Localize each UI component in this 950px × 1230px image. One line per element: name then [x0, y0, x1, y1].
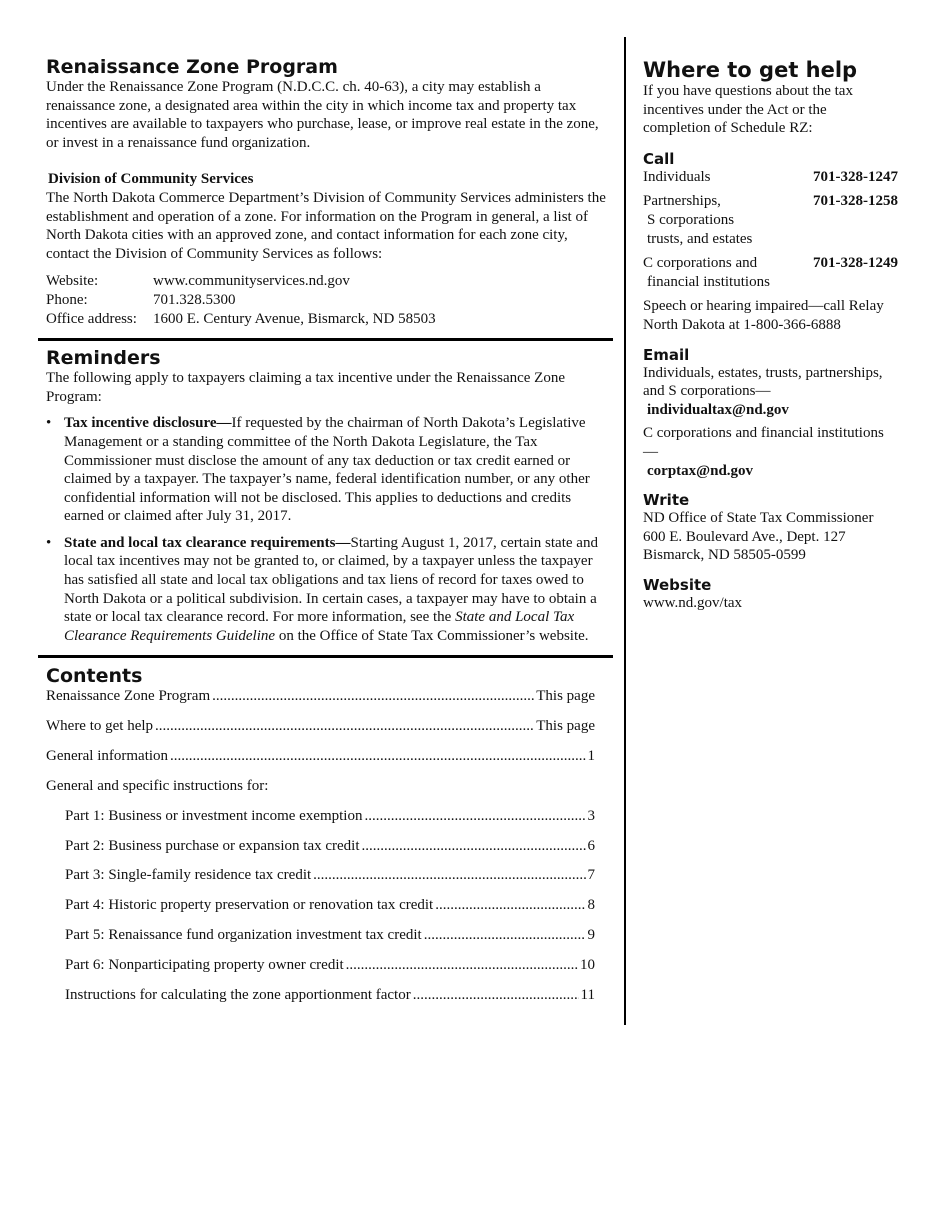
rz-program-section [38, 56, 613, 328]
address-line: 600 E. Boulevard Ave., Dept. 127 [643, 528, 846, 545]
relay-text: Speech or hearing impaired—call Relay North Dakota at 1-800-366-6888 [643, 298, 884, 333]
toc-list [46, 687, 595, 1015]
reminders-intro: The following apply to taxpayers claiming a tax incentive under the Renaissance Zone Program: [46, 370, 565, 405]
toc-entry[interactable] [46, 896, 595, 926]
toc-page: This page [536, 688, 595, 705]
toc-leader [155, 717, 534, 736]
reminders-section [38, 341, 613, 655]
call-who-line: Individuals [643, 168, 711, 185]
toc-page: 1 [587, 748, 595, 765]
bullet: • [46, 415, 52, 432]
call-who-line: C corporations and [643, 255, 758, 272]
email-individual-link[interactable]: individualtax@nd.gov [647, 401, 789, 418]
toc-leader [435, 896, 585, 915]
website-link[interactable]: www.nd.gov/tax [643, 594, 743, 611]
call-who [643, 168, 711, 187]
reminder-title: State and local tax clearance requirements— [64, 534, 351, 551]
toc-entry[interactable] [46, 837, 595, 867]
contact-phone: 701.328.5300 [153, 291, 236, 308]
email-heading: Email [643, 345, 690, 364]
toc-entry[interactable] [46, 747, 595, 777]
guideline-title: State and Local Tax Clearance Requirements Guideline [64, 609, 575, 644]
toc-entry[interactable] [46, 717, 595, 747]
reminder-text-end: on the Office of State Tax Commissioner’s website. [275, 627, 589, 644]
contact-row [46, 310, 436, 329]
toc-page: This page [536, 718, 595, 735]
contents-heading: Contents [46, 665, 143, 688]
toc-leader [424, 926, 586, 945]
toc-leader [212, 687, 534, 706]
toc-title: General information [46, 748, 169, 765]
call-number[interactable]: 701-328-1258 [813, 193, 898, 210]
toc-title: Part 6: Nonparticipating property owner credit [65, 956, 344, 973]
help-column [643, 58, 898, 612]
contact-table [46, 272, 436, 328]
toc-entry[interactable] [46, 956, 595, 986]
rz-program-heading: Renaissance Zone Program [46, 56, 338, 78]
left-column [38, 56, 613, 1015]
toc-page: 11 [580, 986, 595, 1003]
toc-page: 8 [587, 897, 595, 914]
toc-title: Part 3: Single-family residence tax credit [65, 867, 312, 884]
call-who [643, 254, 770, 291]
toc-leader [362, 837, 586, 856]
address-line: ND Office of State Tax Commissioner [643, 510, 874, 527]
call-number[interactable]: 701-328-1247 [813, 168, 898, 185]
toc-page: 3 [587, 807, 595, 824]
column-divider [624, 37, 626, 1025]
help-heading: Where to get help [643, 58, 858, 82]
toc-leader [364, 807, 585, 826]
email-group-individuals: Individuals, estates, trusts, partnerships, and S corporations— [643, 364, 883, 400]
toc-entry[interactable] [46, 807, 595, 837]
contact-label: Office address: [46, 310, 137, 327]
toc-title: Part 5: Renaissance fund organization investment tax credit [65, 927, 422, 944]
reminder-text: Starting August 1, 2017, certain state and local tax incentives may not be granted to, or claimed, by a taxpayer unless the taxpayer has satisfied all state and local tax obligations and tax liens of record for taxes owed to North Dakota or a political subdivision. In certain cases, a taxpayer may have to obtain a state or local tax clearance record. For more information, see the [64, 534, 598, 626]
toc-leader [170, 747, 585, 766]
toc-entry[interactable] [46, 687, 595, 717]
toc-title: Part 2: Business purchase or expansion tax credit [65, 837, 360, 854]
contents-section [38, 658, 613, 1015]
toc-leader [313, 866, 585, 885]
call-row [643, 192, 898, 248]
toc-page: 7 [587, 867, 595, 884]
call-who-line: financial institutions [647, 273, 770, 290]
address-line: Bismarck, ND 58505-0599 [643, 547, 806, 564]
reminders-heading: Reminders [46, 347, 161, 370]
reminder-title: Tax incentive disclosure— [64, 415, 232, 432]
toc-entry[interactable] [46, 866, 595, 896]
help-intro: If you have questions about the tax incentives under the Act or the completion of Schedule RZ: [643, 83, 853, 137]
write-heading: Write [643, 491, 690, 510]
call-row [643, 254, 898, 291]
reminders-list [46, 414, 607, 645]
contact-label: Phone: [46, 291, 88, 308]
email-corp-link[interactable]: corptax@nd.gov [647, 462, 754, 479]
call-who-line: Partnerships, [643, 193, 721, 210]
reminder-item [46, 534, 607, 646]
call-heading: Call [643, 149, 675, 168]
call-who [643, 192, 752, 248]
call-who-line: trusts, and estates [647, 230, 753, 247]
toc-title: Where to get help [46, 718, 154, 735]
contact-label: Website: [46, 273, 99, 290]
toc-entry[interactable] [46, 926, 595, 956]
toc-title: Part 4: Historic property preservation or renovation tax credit [65, 897, 434, 914]
contact-row [46, 272, 436, 291]
toc-page: 6 [587, 837, 595, 854]
toc-subheading-row [46, 777, 595, 807]
toc-title: Renaissance Zone Program [46, 688, 211, 705]
call-who-line: S corporations [647, 211, 735, 228]
toc-leader [346, 956, 578, 975]
reminder-text: If requested by the chairman of North Dakota’s Legislative Management or a standing committee of the North Dakota Legislature, the Tax Commissioner must disclose the amount of any tax deduction or tax credit earned or claimed by a taxpayer. The taxpayer’s name, federal identification number, or any other confidential information will not be disclosed. This applies to deductions and credits earned or claimed after July 31, 2017. [64, 415, 590, 525]
email-group-corporations: C corporations and financial institutions— [643, 425, 884, 460]
division-heading: Division of Community Services [48, 171, 254, 188]
bullet: • [46, 534, 52, 551]
website-heading: Website [643, 575, 712, 594]
contact-website[interactable]: www.communityservices.nd.gov [153, 273, 350, 290]
toc-entry[interactable] [46, 986, 595, 1016]
toc-page: 9 [587, 927, 595, 944]
call-number[interactable]: 701-328-1249 [813, 255, 898, 272]
toc-leader [413, 986, 579, 1005]
toc-title: Instructions for calculating the zone apportionment factor [65, 986, 411, 1003]
reminder-item [46, 414, 607, 526]
division-text: The North Dakota Commerce Department’s Division of Community Services administers the establishment and operation of a zone. For information on the Program in general, a list of North Dakota cities with an approved zone, and contact information for each zone city, contact the Division of Community Services as follows: [46, 189, 606, 262]
call-row [643, 168, 898, 187]
toc-subheading: General and specific instructions for: [46, 778, 269, 795]
toc-page: 10 [580, 956, 595, 973]
contact-address: 1600 E. Century Avenue, Bismarck, ND 58503 [153, 310, 436, 327]
rz-program-intro: Under the Renaissance Zone Program (N.D.C.C. ch. 40-63), a city may establish a renaissance zone, a designated area within the city in which income tax and property tax incentives are available to taxpayers who purchase, lease, or improve real estate in the zone, or invest in a renaissance fund organization. [46, 79, 599, 151]
toc-title: Part 1: Business or investment income exemption [65, 807, 363, 824]
contact-row [46, 291, 436, 310]
